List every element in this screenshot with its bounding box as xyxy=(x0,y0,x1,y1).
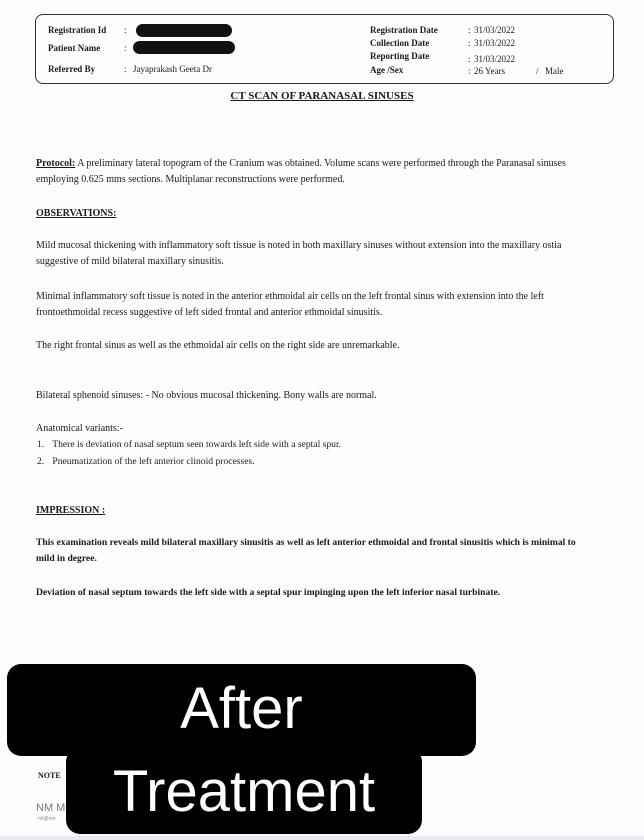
footer-logo: NM M xyxy=(36,802,66,814)
overlay-line-treatment: Treatment xyxy=(112,759,376,824)
protocol-paragraph xyxy=(36,156,606,188)
registration-date-label: Registration Date xyxy=(370,25,438,35)
variant-number: 1. xyxy=(37,439,45,450)
impression-2: Deviation of nasal septum towards the left side with a septal spur impinging upon the left inferior nasal turbinate. xyxy=(36,587,501,598)
protocol-text: A preliminary lateral topogram of the Cranium was obtained. Volume scans were performed through the Paranasal sinuses employing 0.625 mms sections. Multiplanar reconstructions were performed. xyxy=(36,158,566,185)
referred-by-value: Jayaprakash Geeta Dr xyxy=(133,64,212,74)
reporting-date-label: Reporting Date xyxy=(370,51,430,61)
observation-1: Mild mucosal thickening with inflammatory soft tissue is noted in both maxillary sinuses without extension into the maxillary ostia suggestive of mild bilateral maxillary sinusitis. xyxy=(36,240,562,267)
variant-item-1 xyxy=(37,439,341,450)
patient-header-box xyxy=(35,14,614,84)
bottom-edge xyxy=(0,836,644,840)
referred-by-label: Referred By xyxy=(48,64,96,74)
colon-sep: : xyxy=(468,66,471,76)
report-title: CT SCAN OF PARANASAL SINUSES xyxy=(230,90,414,102)
observation-3: The right frontal sinus as well as the ethmoidal air cells on the right side are unremarkable. xyxy=(36,340,400,351)
footer-logo-subtext: nh@nm xyxy=(38,816,56,822)
colon-sep: : xyxy=(124,64,127,74)
registration-date-value: 31/03/2022 xyxy=(474,25,516,35)
age-value: 26 Years xyxy=(474,66,506,76)
note-label: NOTE xyxy=(38,771,61,780)
collection-date-label: Collection Date xyxy=(370,38,430,48)
colon-sep: : xyxy=(124,25,127,35)
colon-sep: : xyxy=(468,54,471,64)
redacted-registration-id xyxy=(136,24,232,37)
observation-4: Bilateral sphenoid sinuses: - No obvious mucosal thickening. Bony walls are normal. xyxy=(36,390,377,401)
variant-number: 2. xyxy=(37,456,45,467)
colon-sep: : xyxy=(124,43,127,53)
observation-2: Minimal inflammatory soft tissue is noted in the anterior ethmoidal air cells on the left frontal sinus with extension into the left frontoethmoidal recess suggestive of left sided frontal and anterior ethmoidal sinusitis. xyxy=(36,291,544,318)
colon-sep: : xyxy=(468,38,471,48)
slash-sep: / xyxy=(536,66,539,76)
impression-1: This examination reveals mild bilateral maxillary sinusitis as well as left anterior ethmoidal and frontal sinusitis which is minimal to mild in degree. xyxy=(36,537,576,564)
colon-sep: : xyxy=(468,25,471,35)
age-sex-label: Age /Sex xyxy=(370,65,404,75)
variant-text: There is deviation of nasal septum seen towards left side with a septal spur. xyxy=(52,439,342,450)
collection-date-value: 31/03/2022 xyxy=(474,38,516,48)
protocol-label: Protocol: xyxy=(36,158,76,169)
impression-heading: IMPRESSION : xyxy=(36,505,106,516)
reporting-date-value: 31/03/2022 xyxy=(474,54,516,64)
anatomical-variants-label: Anatomical variants:- xyxy=(36,423,123,434)
redacted-patient-name xyxy=(133,41,235,54)
patient-name-label: Patient Name xyxy=(48,43,101,53)
observations-heading: OBSERVATIONS: xyxy=(36,208,117,219)
variant-item-2 xyxy=(37,456,255,467)
variant-text: Pneumatization of the left anterior clinoid processes. xyxy=(52,456,255,467)
sex-value: Male xyxy=(545,66,564,76)
overlay-line-after: After xyxy=(180,676,303,741)
registration-id-label: Registration Id xyxy=(48,25,107,35)
